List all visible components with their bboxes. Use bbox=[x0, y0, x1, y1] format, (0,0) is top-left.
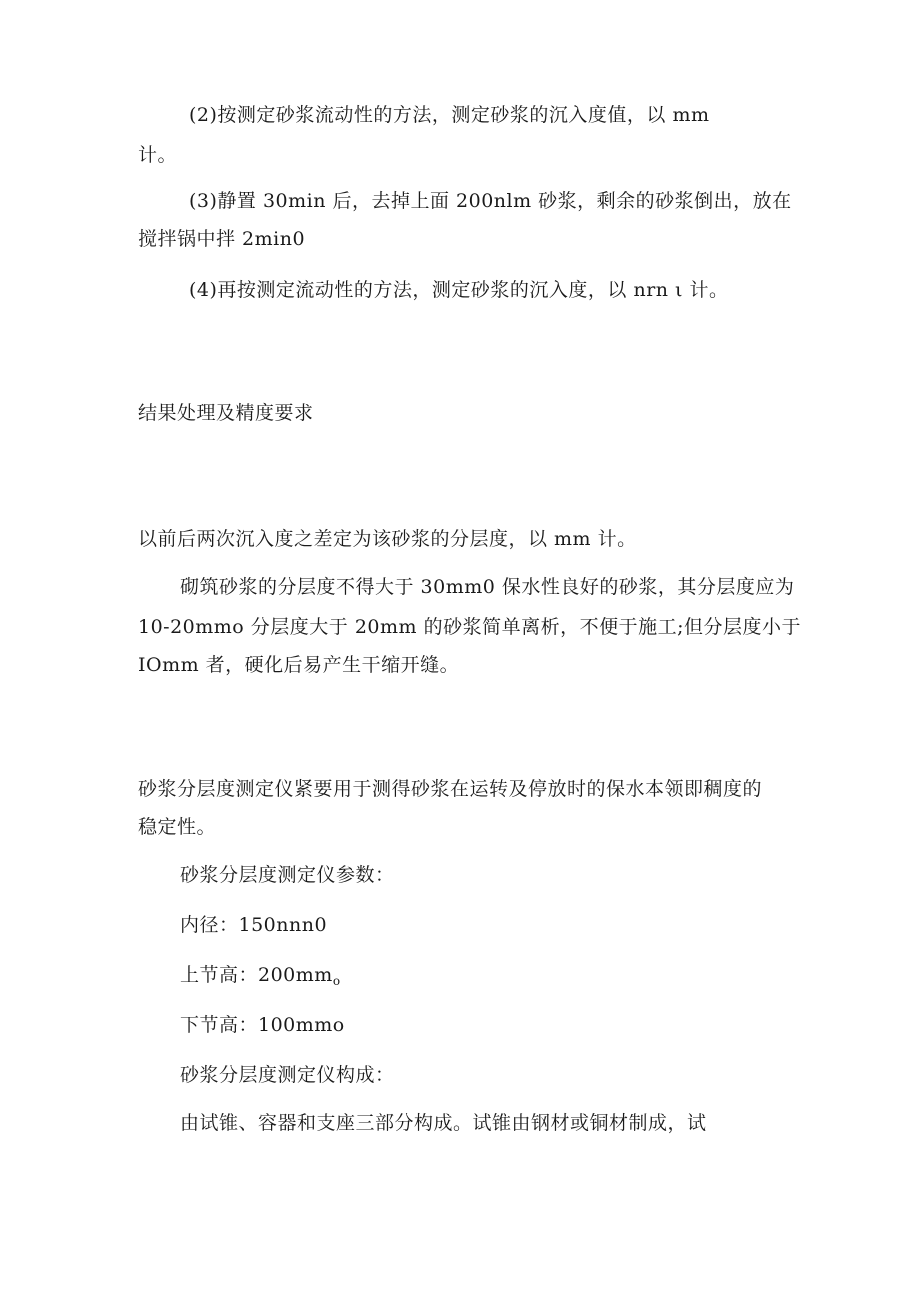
composition-line1: 由试锥、容器和支座三部分构成。试锥由钢材或铜材制成，试 bbox=[180, 1112, 707, 1134]
spec-paragraph-line2: 10-20mmo 分层度大于 20mm 的砂浆简单离析，不便于施工;但分层度小于 bbox=[138, 616, 801, 638]
params-heading: 砂浆分层度测定仪参数： bbox=[180, 864, 395, 886]
step2-line2: 计。 bbox=[138, 144, 178, 166]
step2-line1: (2)按测定砂浆流动性的方法，测定砂浆的沉入度值，以 mm bbox=[189, 104, 710, 126]
param-lower-height: 下节高：100mmo bbox=[180, 1014, 345, 1036]
spec-paragraph-line3: IOmm 者，硬化后易产生干缩开缝。 bbox=[138, 654, 460, 676]
step4-line1: (4)再按测定流动性的方法，测定砂浆的沉入度，以 nrn ι 计。 bbox=[189, 279, 729, 301]
result-paragraph: 以前后两次沉入度之差定为该砂浆的分层度，以 mm 计。 bbox=[138, 528, 637, 550]
spec-paragraph-line1: 砌筑砂浆的分层度不得大于 30mm0 保水性良好的砂浆，其分层度应为 bbox=[180, 576, 795, 598]
param-upper-height-value: 上节高：200mm bbox=[180, 964, 333, 986]
param-inner-diameter: 内径：150nnn0 bbox=[180, 914, 328, 936]
step3-line2: 搅拌锅中拌 2min0 bbox=[138, 228, 306, 250]
instrument-paragraph-line1: 砂浆分层度测定仪紧要用于测得砂浆在运转及停放时的保水本领即稠度的 bbox=[138, 778, 763, 800]
param-upper-height bbox=[180, 966, 341, 987]
section-heading: 结果处理及精度要求 bbox=[138, 402, 314, 424]
step3-line1: (3)静置 30min 后，去掉上面 200nlm 砂浆，剩余的砂浆倒出，放在 bbox=[189, 190, 792, 212]
composition-heading: 砂浆分层度测定仪构成： bbox=[180, 1064, 395, 1086]
param-upper-height-suffix: o bbox=[332, 974, 341, 988]
instrument-paragraph-line2: 稳定性。 bbox=[138, 816, 217, 838]
